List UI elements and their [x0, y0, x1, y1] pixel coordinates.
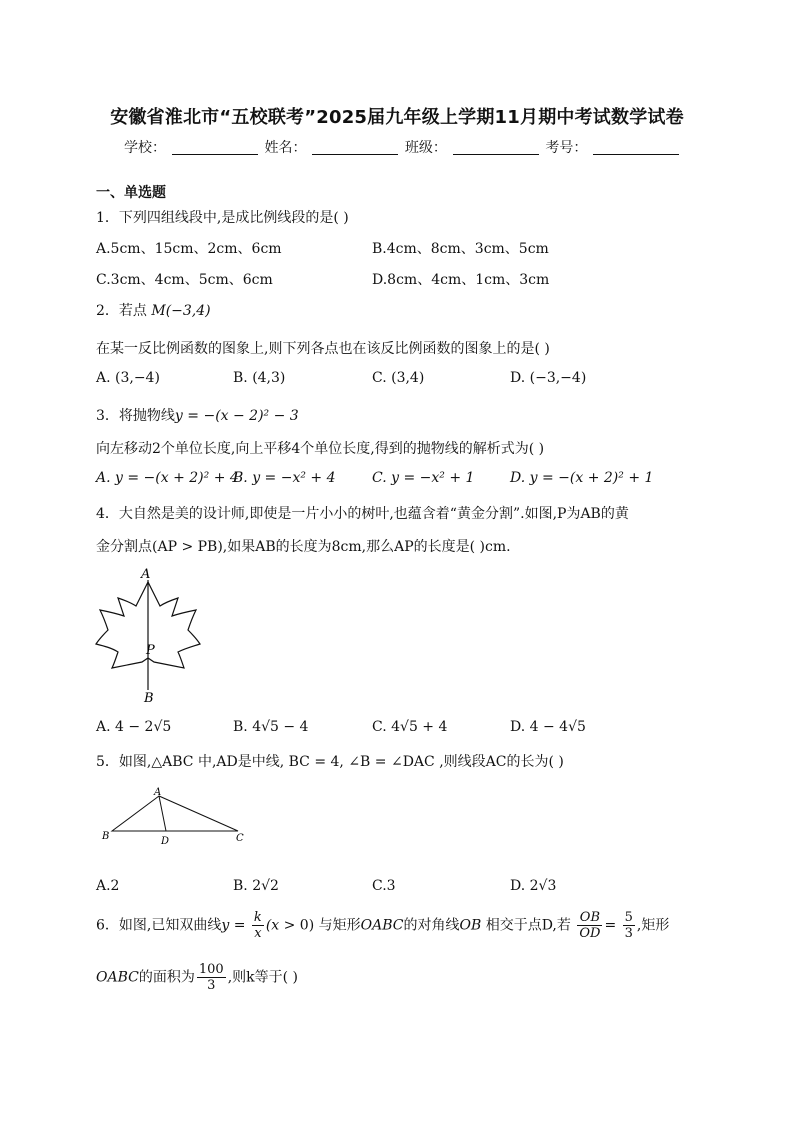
q4-option-a: A. 4 − 2√5 — [96, 719, 172, 735]
q4-stem-2: 金分割点(AP > PB),如果AB的长度为8cm,那么AP的长度是( )cm. — [96, 539, 511, 555]
number-label: 考号： — [545, 140, 588, 156]
q6-stem-part-e: ,矩形 — [636, 917, 670, 934]
q4-stem-1: 4．大自然是美的设计师,即使是一片小小的树叶,也蕴含着“黄金分割”.如图,P为AB的黄 — [96, 506, 629, 522]
q2-option-a: A. (3,−4) — [96, 370, 160, 386]
q2-stem — [96, 300, 211, 320]
fig5-label-a: A — [154, 787, 162, 798]
q6-fraction-k-x: $\frac{k}{x}$ — [253, 910, 262, 941]
student-info — [124, 137, 681, 157]
q4-option-c: C. 4√5 + 4 — [372, 719, 448, 735]
fig5-label-b: B — [102, 831, 110, 842]
fig4-label-p: P — [146, 643, 155, 658]
q5-option-b: B. 2√2 — [233, 878, 279, 894]
q6-stem-part-b: 与矩形 — [318, 917, 361, 934]
q3-stem-prefix: 3．将抛物线 — [96, 408, 175, 424]
q5-option-d: D. 2√3 — [510, 878, 557, 894]
q3-function: y = −(x − 2)² − 3 — [174, 408, 299, 424]
q1-option-c: C.3cm、4cm、5cm、6cm — [96, 272, 273, 288]
q6-stem-2: OABC的面积为 $\frac{100}{3}$ ,则k等于( ) — [96, 962, 298, 993]
q1-option-d: D.8cm、4cm、1cm、3cm — [372, 272, 550, 288]
q1-option-a: A.5cm、15cm、2cm、6cm — [96, 241, 282, 257]
q1-stem: 1．下列四组线段中,是成比例线段的是( ) — [96, 210, 349, 226]
name-blank — [312, 140, 398, 155]
q2-point: M(−3,4) — [151, 303, 211, 319]
q2-stem-prefix: 2．若点 — [96, 303, 147, 319]
school-label: 学校： — [124, 140, 166, 156]
maple-leaf-figure — [94, 566, 206, 706]
class-blank — [453, 140, 539, 155]
q4-option-b: B. 4√5 − 4 — [233, 719, 309, 735]
q6-stem-part-c: 的对角线 — [403, 917, 460, 934]
q2-option-c: C. (3,4) — [372, 370, 425, 386]
q6-fraction-5-3: $\frac{5}{3}$ — [624, 910, 633, 941]
fig4-label-b: B — [144, 691, 154, 706]
q3-stem-2: 向左移动2个单位长度,向上平移4个单位长度,得到的抛物线的解析式为( ) — [96, 441, 545, 457]
triangle-abc — [112, 796, 238, 831]
school-blank — [172, 140, 258, 155]
q6-stem2-part-b: 的面积为 — [138, 969, 195, 986]
q6-fraction-ob-od: $\frac{OB}{OD}$ — [579, 910, 601, 941]
q4-option-d: D. 4 − 4√5 — [510, 719, 586, 735]
q6-stem2-part-c: ,则k等于( ) — [227, 969, 298, 986]
class-label: 班级： — [404, 140, 447, 156]
name-label: 姓名： — [264, 140, 307, 156]
q3-option-a: A. y = −(x + 2)² + 4 — [96, 470, 239, 486]
number-blank — [593, 140, 679, 155]
fig5-label-c: C — [236, 833, 244, 844]
page-title: 安徽省淮北市“五校联考”2025届九年级上学期11月期中考试数学试卷 — [110, 107, 684, 128]
q2-option-d: D. (−3,−4) — [510, 370, 587, 386]
q6-fraction-100-3: $\frac{100}{3}$ — [198, 962, 224, 993]
fig4-label-a: A — [141, 567, 151, 582]
q3-option-d: D. y = −(x + 2)² + 1 — [510, 470, 654, 486]
q5-stem: 5．如图,△ABC 中,AD是中线, BC = 4, ∠B = ∠DAC ,则线段AC的长为( ) — [96, 754, 564, 770]
q1-option-b: B.4cm、8cm、3cm、5cm — [372, 241, 549, 257]
q6-stem-part-d: 相交于点D,若 — [485, 917, 571, 934]
q3-stem — [96, 405, 299, 425]
q2-stem-2: 在某一反比例函数的图象上,则下列各点也在该反比例函数的图象上的是( ) — [96, 341, 550, 357]
q6-stem-part-a: 6．如图,已知双曲线 — [96, 917, 222, 934]
q5-option-a: A.2 — [96, 878, 120, 894]
q5-option-c: C.3 — [372, 878, 396, 894]
section-heading: 一、单选题 — [96, 185, 166, 201]
q3-option-b: B. y = −x² + 4 — [233, 470, 336, 486]
q6-stem-1: 6．如图,已知双曲线y = $\frac{k}{x}$ (x > 0) 与矩形OABC的对角线OB 相交于点D,若 $\frac{OB}{OD}$ = $\frac{5}{3}$ ,矩形 — [96, 910, 670, 941]
q2-option-b: B. (4,3) — [233, 370, 286, 386]
q3-option-c: C. y = −x² + 1 — [372, 470, 475, 486]
median-ad — [159, 796, 166, 831]
triangle-abc-figure — [96, 784, 256, 850]
fig5-label-d: D — [161, 836, 170, 847]
